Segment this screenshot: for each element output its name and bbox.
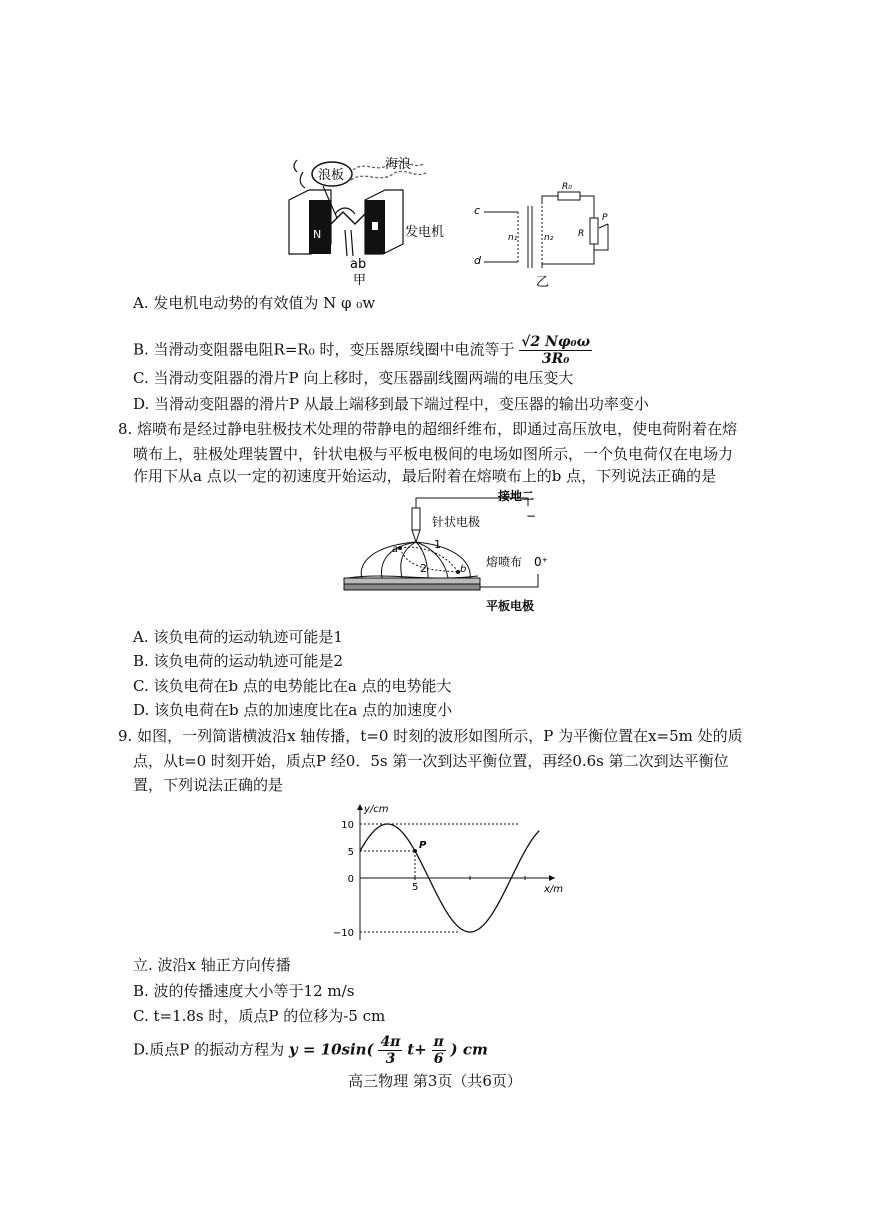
- label-n2: n₂: [544, 233, 554, 243]
- label-d: d: [474, 254, 481, 267]
- wave-chart: [330, 800, 570, 945]
- q7-option-b: [133, 334, 592, 367]
- q7-b-denominator: 3R₀: [541, 351, 570, 367]
- label-wave: 海浪: [385, 157, 412, 172]
- q9-d-formula-end: ) cm: [450, 1040, 488, 1059]
- q9-d-fraction1: [378, 1034, 402, 1067]
- y-tick-label: 10: [341, 820, 354, 831]
- q9-stem-line3: 置，下列说法正确的是: [133, 776, 284, 794]
- label-board: 浪板: [318, 168, 345, 183]
- label-generator: 发电机: [405, 225, 445, 240]
- q9-d-formula-mid: t+: [407, 1040, 427, 1059]
- label-needle: 针状电极: [432, 515, 481, 529]
- q9-stem-line2: 点，从t=0 时刻开始，质点P 经0．5s 第一次到达平衡位置，再经0.6s 第二次到达平衡位: [133, 752, 729, 770]
- label-a: a: [392, 544, 399, 555]
- label-R0: R₀: [562, 182, 572, 192]
- q8-stem-line2: 喷布上，驻极处理装置中，针状电极与平板电极间的电场如图所示，一个负电荷仅在电场力: [133, 445, 734, 463]
- x-tick-label: 5: [412, 882, 419, 893]
- q9-d-f1-num: 4π: [380, 1034, 401, 1050]
- label-plate: 平板电极: [486, 599, 535, 613]
- q9-d-f2-den: 6: [433, 1051, 444, 1067]
- figure-electrode: [338, 486, 558, 616]
- q7-option-c: C. 当滑动变阻器的滑片P 向上移时，变压器副线圈两端的电压变大: [133, 369, 574, 387]
- label-n1: n₁: [508, 233, 518, 243]
- y-tick-label: 0: [347, 874, 354, 885]
- y-axis-label: y/cm: [364, 804, 389, 815]
- q9-stem-line1: 9. 如图，一列简谐横波沿x 轴传播，t=0 时刻的波形如图所示，P 为平衡位置在x=5m 处的质: [118, 727, 743, 745]
- label-yi: 乙: [536, 275, 550, 290]
- q7-option-a: A. 发电机电动势的有效值为 N φ ₀w: [133, 294, 376, 312]
- label-minus: −: [526, 509, 537, 523]
- x-axis-label: x/m: [544, 884, 564, 895]
- q9-option-c: C. t=1.8s 时，质点P 的位移为-5 cm: [133, 1007, 386, 1025]
- q9-option-d: [133, 1034, 488, 1067]
- label-plus: 0⁺: [534, 555, 548, 569]
- label-1: 1: [434, 538, 441, 551]
- label-jia: 甲: [353, 273, 367, 287]
- point-p-label: P: [419, 840, 427, 851]
- label-P: P: [602, 213, 608, 223]
- q9-option-b: B. 波的传播速度大小等于12 m/s: [133, 982, 355, 1000]
- label-N: N: [313, 228, 322, 241]
- q8-option-a: A. 该负电荷的运动轨迹可能是1: [133, 628, 343, 646]
- q8-stem-line1: 8. 熔喷布是经过静电驻极技术处理的带静电的超细纤维布，即通过高压放电，使电荷附着在熔: [118, 420, 738, 438]
- label-R: R: [578, 229, 585, 239]
- label-cloth: 熔喷布: [486, 555, 523, 569]
- figure-circuit: [470, 180, 620, 290]
- q7-b-numerator: √2 Nφ₀ω: [521, 334, 591, 350]
- label-c: c: [474, 204, 481, 217]
- q7-option-d: D. 当滑动变阻器的滑片P 从最上端移到最下端过程中，变压器的输出功率变小: [133, 395, 649, 413]
- label-ab: ab: [350, 257, 367, 272]
- q9-d-formula-start: y = 10sin(: [288, 1040, 374, 1059]
- page-footer: 高三物理 第3页（共6页）: [348, 1072, 522, 1090]
- q7-option-b-fraction: [519, 334, 592, 367]
- q7-option-b-text: B. 当滑动变阻器电阻R=R₀ 时，变压器原线圈中电流等于: [133, 340, 515, 359]
- q8-stem-line3: 作用下从a 点以一定的初速度开始运动，最后附着在熔喷布上的b 点，下列说法正确的是: [133, 467, 717, 485]
- y-tick-label: −10: [332, 928, 354, 939]
- label-b: b: [460, 564, 467, 575]
- q8-option-d: D. 该负电荷在b 点的加速度比在a 点的加速度小: [133, 701, 453, 719]
- q8-option-b: B. 该负电荷的运动轨迹可能是2: [133, 652, 344, 670]
- q9-option-a: 立. 波沿x 轴正方向传播: [133, 956, 291, 974]
- q8-option-c: C. 该负电荷在b 点的电势能比在a 点的电势能大: [133, 677, 452, 695]
- q9-option-d-text: D.质点P 的振动方程为: [133, 1040, 285, 1059]
- x-axis-arrow: [549, 875, 555, 881]
- figure-generator: [285, 152, 445, 287]
- y-tick-label: 5: [347, 847, 354, 858]
- y-axis-arrow: [357, 804, 363, 810]
- label-2: 2: [420, 562, 427, 575]
- label-ground: 接地二: [498, 489, 535, 503]
- q9-d-f1-den: 3: [385, 1051, 396, 1067]
- q9-d-fraction2: [432, 1034, 446, 1067]
- q9-d-f2-num: π: [433, 1034, 444, 1050]
